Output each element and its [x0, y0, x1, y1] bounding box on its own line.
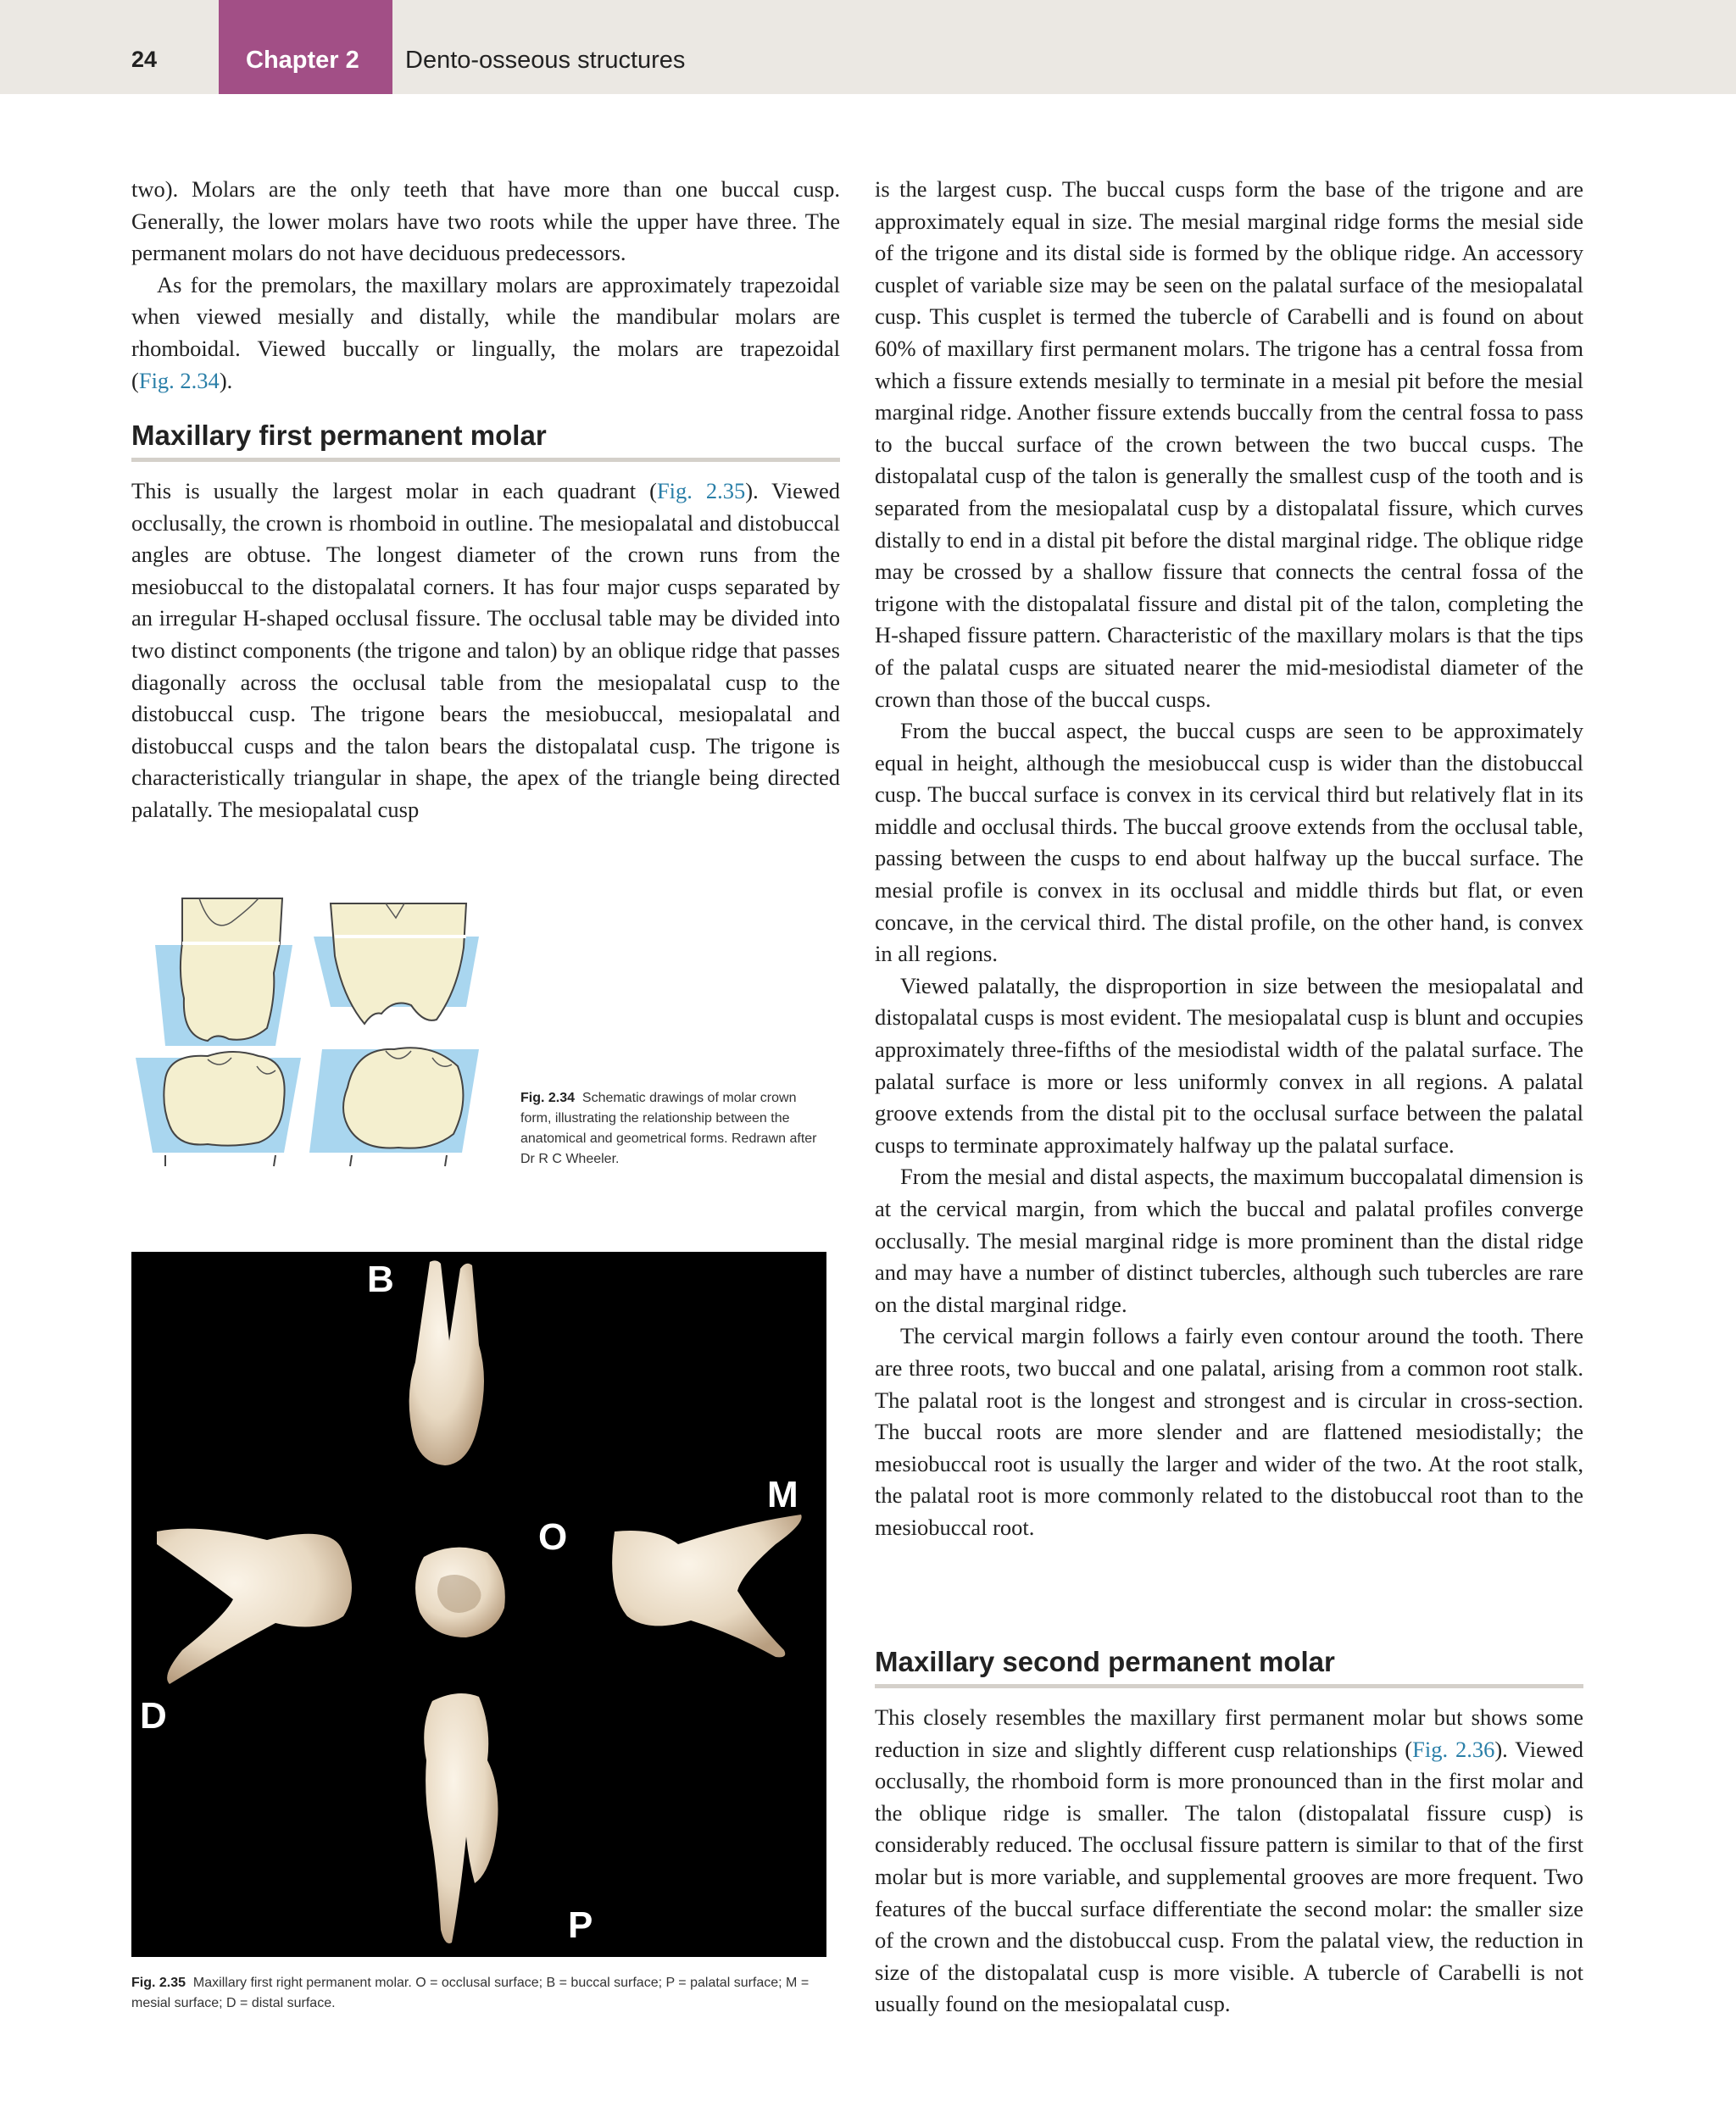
tooth-mesial-view — [612, 1515, 801, 1657]
chapter-label: Chapter 2 — [246, 47, 359, 74]
label-distal: D — [140, 1695, 167, 1737]
heading-maxillary-first-molar: Maxillary first permanent molar — [131, 420, 547, 451]
right-column-top — [875, 174, 1583, 1544]
page-number: 24 — [131, 47, 158, 72]
paragraph: From the mesial and distal aspects, the maximum buccopalatal dimension is at the cervical margin, from which the buccal and palatal profiles converge occlusally. The mesial marginal ridge is more prominent than the distal ridge and may have a number of distinct tubercles, although such tubercles are rare on the distal marginal ridge. — [875, 1164, 1583, 1317]
paragraph: This closely resembles the maxillary first permanent molar but shows some reduction in size and slightly different cusp relationships (Fig. 2.36). Viewed occlusally, the rhomboid form is more pronounced than in the first molar and the oblique ridge is smaller. The talon (distopalatal fissure cusp) is considerably reduced. The occlusal fissure pattern is similar to that of the first molar but is more variable, and supplemental grooves are more frequent. Two features of the buccal surface differentiate the second molar: the smaller size of the crown and the distobuccal cusp. From the palatal view, the reduction in size of the distopalatal cusp is more visible. A tubercle of Carabelli is not usually found on the mesiopalatal cusp. — [875, 1704, 1583, 2017]
label-mesial: M — [767, 1474, 798, 1515]
tooth-palatal-view — [424, 1693, 498, 1943]
fig-2-35-caption: Fig. 2.35 Maxillary first right permanent molar. O = occlusal surface; B = buccal surface; P = palatal surface; M = mesial surface; D = distal surface. — [131, 1976, 810, 2010]
paragraph: As for the premolars, the maxillary molars are approximately trapezoidal when viewed mesially and distally, while the mandibular molars are rhomboidal. Viewed buccally or lingually, the molars are trapezoidal (Fig. 2.34). — [131, 271, 840, 393]
fig-2-34-link[interactable]: Fig. 2.34 — [138, 367, 220, 393]
right-column-body — [875, 1702, 1583, 2021]
fig-2-35-link[interactable]: Fig. 2.35 — [656, 478, 746, 503]
paragraph: is the largest cusp. The buccal cusps form the base of the trigone and are approximately equal in size. The mesial marginal ridge forms the mesial side of the trigone and its distal side is formed by the oblique ridge. An accessory cusplet of variable size may be seen on the palatal surface of the mesiopalatal cusp. This cusplet is termed the tubercle of Carabelli and is found on about 60% of maxillary first permanent molars. The trigone has a central fossa from which a fissure extends mesially to terminate in a mesial pit before the mesial marginal ridge. Another fissure extends buccally from the central fossa to pass to the buccal surface of the crown between the two buccal cusps. The distopalatal cusp of the talon is generally the smallest cusp of the tooth and is separated from the mesiopalatal cusp by a distopalatal fissure, which curves distally to end in a distal pit before the distal marginal ridge. The oblique ridge may be crossed by a shallow fissure that connects the central fossa of the trigone with the distopalatal fissure and distal pit of the talon, completing the H-shaped fissure pattern. Characteristic of the maxillary molars is that the tips of the palatal cusps are situated nearer the mid-mesiodistal diameter of the crown than those of the buccal cusps. — [875, 176, 1583, 712]
fig-2-36-link[interactable]: Fig. 2.36 — [1412, 1736, 1495, 1762]
fig-2-34-drawings — [131, 897, 496, 1168]
label-palatal: P — [568, 1904, 593, 1946]
tooth-buccal-view — [409, 1260, 484, 1465]
heading-rule — [131, 458, 840, 462]
paragraph: two). Molars are the only teeth that have more than one buccal cusp. Generally, the lower molars have two roots while the upper have three. The permanent molars do not have deciduous predecessors. — [131, 176, 840, 266]
heading-maxillary-second-molar: Maxillary second permanent molar — [875, 1646, 1335, 1677]
label-buccal: B — [367, 1259, 394, 1300]
paragraph: The cervical margin follows a fairly even contour around the tooth. There are three roots, two buccal and one palatal, arising from a common root stalk. The palatal root is the longest and strongest and is circular in cross-section. The buccal roots are more slender and are flattened mesiodistally; the mesiobuccal root is usually the larger and wider of the two. At the root stalk, the palatal root is more commonly related to the distobuccal root than to the mesiobuccal root. — [875, 1323, 1583, 1540]
left-column-body — [131, 475, 840, 826]
molar-crown-icon — [164, 1052, 284, 1146]
paragraph: Viewed palatally, the disproportion in size between the mesiopalatal and distopalatal cusps is most evident. The mesiopalatal cusp is blunt and occupies approximately three-fifths of the mesiodistal width of the palatal surface. The palatal surface is more or less uniformly convex in all regions. A palatal groove extends from the distal pit to the occlusal surface between the palatal cusps to terminate approximately halfway up the palatal surface. — [875, 972, 1583, 1158]
fig-2-35-photo — [131, 1252, 826, 1957]
paragraph: From the buccal aspect, the buccal cusps are seen to be approximately equal in height, although the mesiobuccal cusp is wider than the distobuccal cusp. The buccal surface is convex in its cervical third but relatively flat in its middle and occlusal thirds. The buccal groove extends from the occlusal table, passing between the cusps to end about halfway up the buccal surface. The mesial profile is convex in its occlusal and middle thirds but flat, or even concave, in the cervical third. The distal profile, on the other hand, is convex in all regions. — [875, 718, 1583, 967]
molar-crown-icon — [343, 1048, 463, 1148]
section-title: Dento-osseous structures — [405, 47, 686, 74]
left-column-top — [131, 174, 840, 397]
heading-rule — [875, 1684, 1583, 1688]
fig-2-34-caption: Fig. 2.34 Schematic drawings of molar crown form, illustrating the relationship between the anatomical and geometrical forms. Redrawn after Dr R C Wheeler. — [520, 1091, 817, 1166]
paragraph: This is usually the largest molar in each quadrant (Fig. 2.35). Viewed occlusally, the crown is rhomboid in outline. The mesiopalatal and distobuccal angles are obtuse. The longest diameter of the crown runs from the mesiobuccal to the distopalatal corners. It has four major cusps separated by an irregular H-shaped occlusal fissure. The occlusal table may be divided into two distinct components (the trigone and talon) by an oblique ridge that passes diagonally across the occlusal table from the mesiopalatal cusp to the distobuccal cusp. The trigone bears the mesiobuccal, mesiopalatal and distobuccal cusps and the talon bears the distopalatal cusp. The trigone is characteristically triangular in shape, the apex of the triangle being directed palatally. The mesiopalatal cusp — [131, 478, 840, 822]
tooth-distal-view — [157, 1529, 352, 1684]
label-occlusal: O — [538, 1516, 568, 1558]
molar-crown-icon — [181, 898, 282, 1041]
